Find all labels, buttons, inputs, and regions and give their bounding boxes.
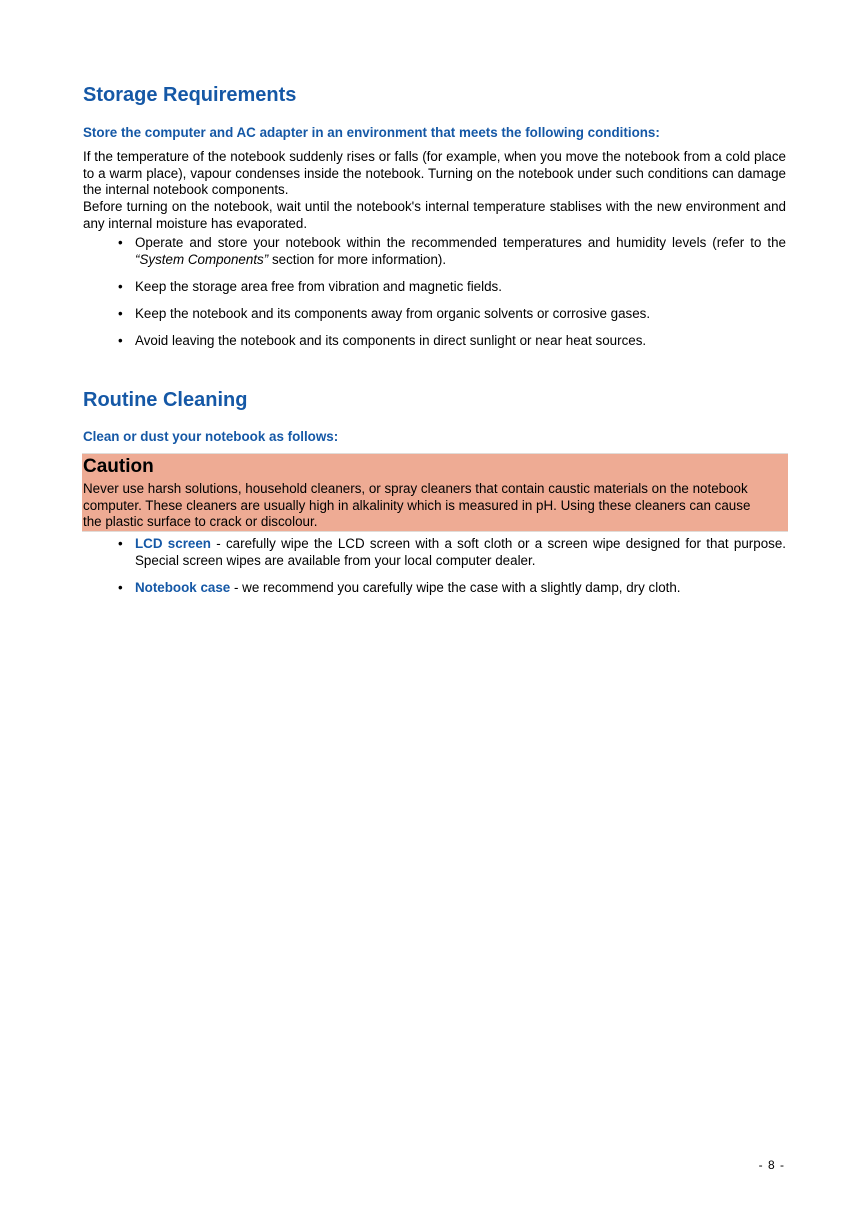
bullet-italic-ref: “System Components” [135, 252, 269, 267]
bullet-icon: • [118, 536, 123, 551]
lcd-screen-term: LCD screen [135, 536, 211, 551]
bullet-text: Keep the storage area free from vibration and magnetic fields. [135, 279, 502, 294]
bullet-icon: • [118, 235, 123, 250]
storage-bullet-list [118, 234, 786, 349]
caution-text: Never use harsh solutions, household cleaners, or spray cleaners that contain caustic materials on the notebook computer. These cleaners are usually high in alkalinity which is measured in pH. Using these cleaners can cause the plastic surface to crack or discolour. [83, 481, 751, 529]
page-number: - 8 - [758, 1158, 785, 1172]
caution-title: Caution [83, 456, 154, 477]
bullet-text: Keep the notebook and its components away from organic solvents or corrosive gases. [135, 306, 651, 321]
bullet-text: Operate and store your notebook within the recommended temperatures and humidity levels (refer to the [135, 235, 786, 250]
bullet-text: Avoid leaving the notebook and its components in direct sunlight or near heat sources. [135, 333, 647, 348]
list-item [118, 579, 786, 596]
list-item [118, 278, 786, 295]
list-item [118, 535, 787, 569]
storage-heading: Storage Requirements [83, 84, 297, 106]
storage-paragraph-2: Before turning on the notebook, wait until the notebook's internal temperature stablises with the new environment and any internal moisture has evaporated. [83, 199, 786, 231]
bullet-icon: • [118, 580, 123, 595]
cleaning-heading: Routine Cleaning [83, 389, 248, 411]
storage-subheading: Store the computer and AC adapter in an environment that meets the following conditions: [83, 125, 660, 140]
bullet-icon: • [118, 333, 123, 348]
cleaning-bullet-list [118, 535, 787, 596]
list-item [118, 305, 786, 322]
list-item [118, 332, 786, 349]
bullet-text-end: section for more information). [268, 252, 447, 267]
bullet-text: - carefully wipe the LCD screen with a soft cloth or a screen wipe designed for that purpose. Special screen wipes are available from your local computer dealer. [135, 536, 787, 568]
caution-box [82, 453, 788, 532]
list-item [118, 234, 786, 268]
bullet-text: - we recommend you carefully wipe the case with a slightly damp, dry cloth. [230, 580, 681, 595]
storage-paragraph-1: If the temperature of the notebook suddenly rises or falls (for example, when you move the notebook from a cold place to a warm place), vapour condenses inside the notebook. Turning on the notebook under such conditions can damage the internal notebook components. [83, 149, 786, 197]
notebook-case-term: Notebook case [135, 580, 231, 595]
cleaning-subheading: Clean or dust your notebook as follows: [83, 429, 339, 444]
bullet-icon: • [118, 279, 123, 294]
bullet-icon: • [118, 306, 123, 321]
